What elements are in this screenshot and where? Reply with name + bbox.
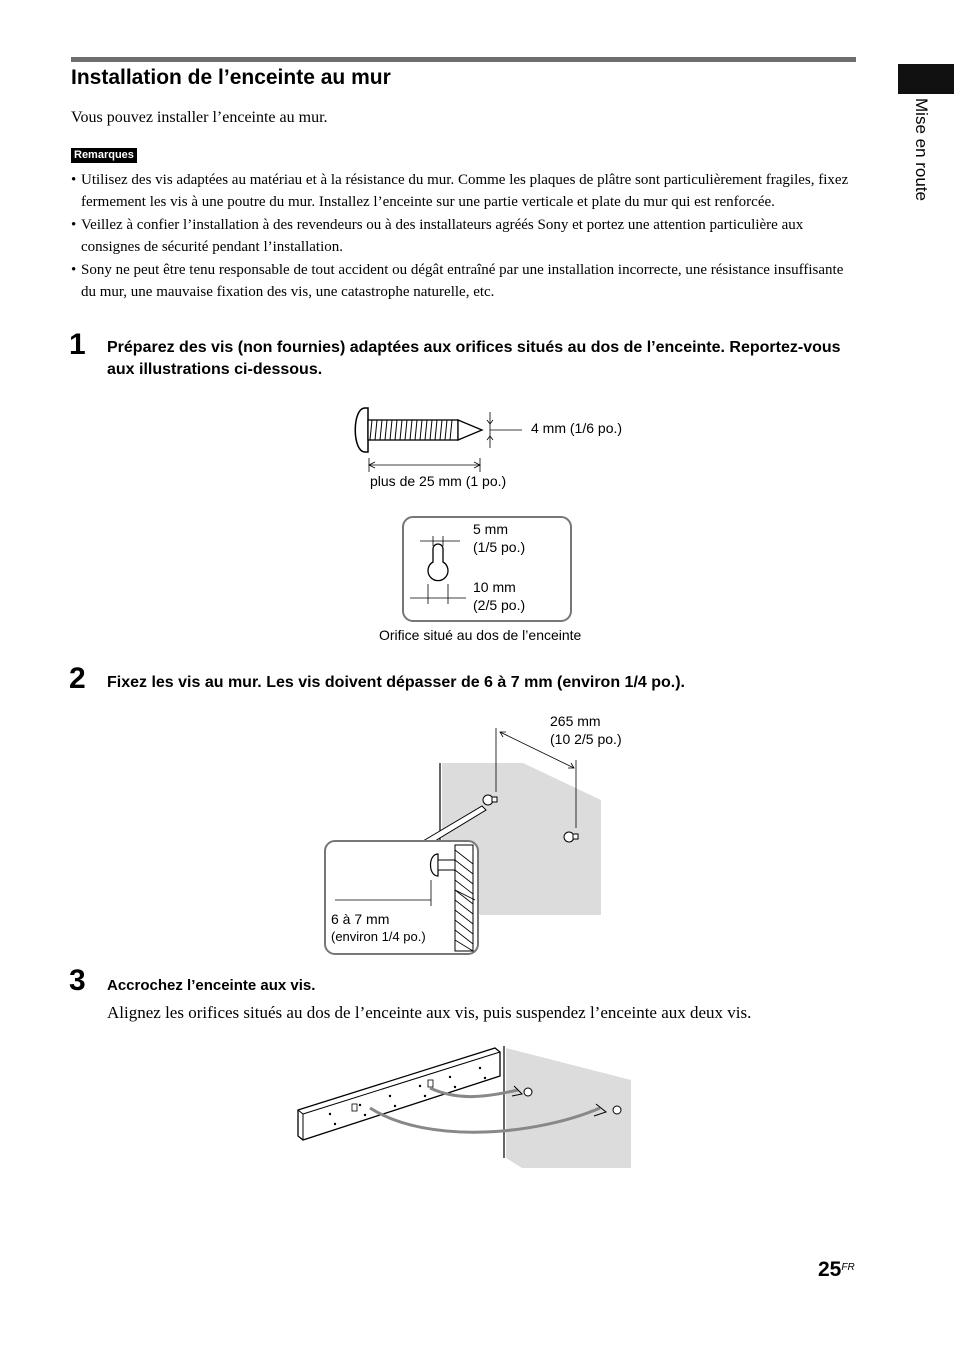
notes-list: [71, 170, 856, 305]
step-1-number: 1: [69, 328, 86, 361]
step-2-text: Fixez les vis au mur. Les vis doivent dépasser de 6 à 7 mm (environ 1/4 po.).: [107, 674, 685, 691]
hole-width-line1: 5 mm: [473, 521, 508, 537]
page-number: [818, 1258, 855, 1282]
hole-width-label: [473, 520, 525, 556]
page-number-value: 25: [818, 1258, 842, 1281]
note-item: • Veillez à confier l’installation à des revendeurs ou à des installateurs agréés Sony et portez une attention particulière aux consignes de sécurité pendant l’installation.: [71, 215, 856, 258]
page-language-suffix: FR: [841, 1262, 855, 1273]
screw-diameter-label: 4 mm (1/6 po.): [531, 420, 623, 436]
spacing-line2: (10 2/5 po.): [550, 731, 622, 747]
spacing-line1: 265 mm: [550, 713, 601, 729]
side-section-text: Mise en route: [912, 98, 931, 201]
note-item: • Utilisez des vis adaptées au matériau et à la résistance du mur. Comme les plaques de plâtre sont particulièrement fragiles, fixez fermement les vis à une poutre du mur. Installez l’enceinte sur une partie verticale et plate du mur qui est renforcée.: [71, 170, 856, 213]
hole-head-line2: (2/5 po.): [473, 597, 526, 613]
speaker-hanging-diagram: [290, 1040, 635, 1172]
hole-width-line2: (1/5 po.): [473, 539, 526, 555]
section-rule: [71, 57, 856, 62]
protrusion-label: [331, 910, 426, 946]
step-3-number: 3: [69, 964, 86, 997]
side-section-label: [903, 98, 939, 258]
note-item: • Sony ne peut être tenu responsable de tout accident ou dégât entraîné par une installation incorrecte, une résistance insuffisante du mur, une mauvaise fixation des vis, une catastrophe naturelle, etc.: [71, 260, 856, 303]
section-title: Installation de l’enceinte au mur: [71, 66, 391, 89]
screw-length-label: plus de 25 mm (1 po.): [370, 473, 507, 489]
intro-text: Vous pouvez installer l’enceinte au mur.: [71, 109, 328, 126]
hole-head-line1: 10 mm: [473, 579, 516, 595]
hole-caption: Orifice situé au dos de l’enceinte: [379, 627, 582, 643]
protrusion-line1: 6 à 7 mm: [331, 911, 390, 927]
section-tab-marker: [898, 64, 954, 94]
step-3-description: Alignez les orifices situés au dos de l’enceinte aux vis, puis suspendez l’enceinte aux deux vis.: [107, 1003, 752, 1022]
step-3-text: Accrochez l’enceinte aux vis.: [107, 977, 316, 994]
step-1-text: Préparez des vis (non fournies) adaptées aux orifices situés au dos de l’enceinte. Reportez-vous aux illustrations ci-dessous.: [107, 339, 841, 378]
protrusion-line2: (environ 1/4 po.): [331, 929, 426, 944]
screw-spacing-label: [550, 712, 622, 748]
remarks-badge: Remarques: [71, 148, 137, 163]
step-2-number: 2: [69, 662, 86, 695]
hole-head-label: [473, 578, 525, 614]
